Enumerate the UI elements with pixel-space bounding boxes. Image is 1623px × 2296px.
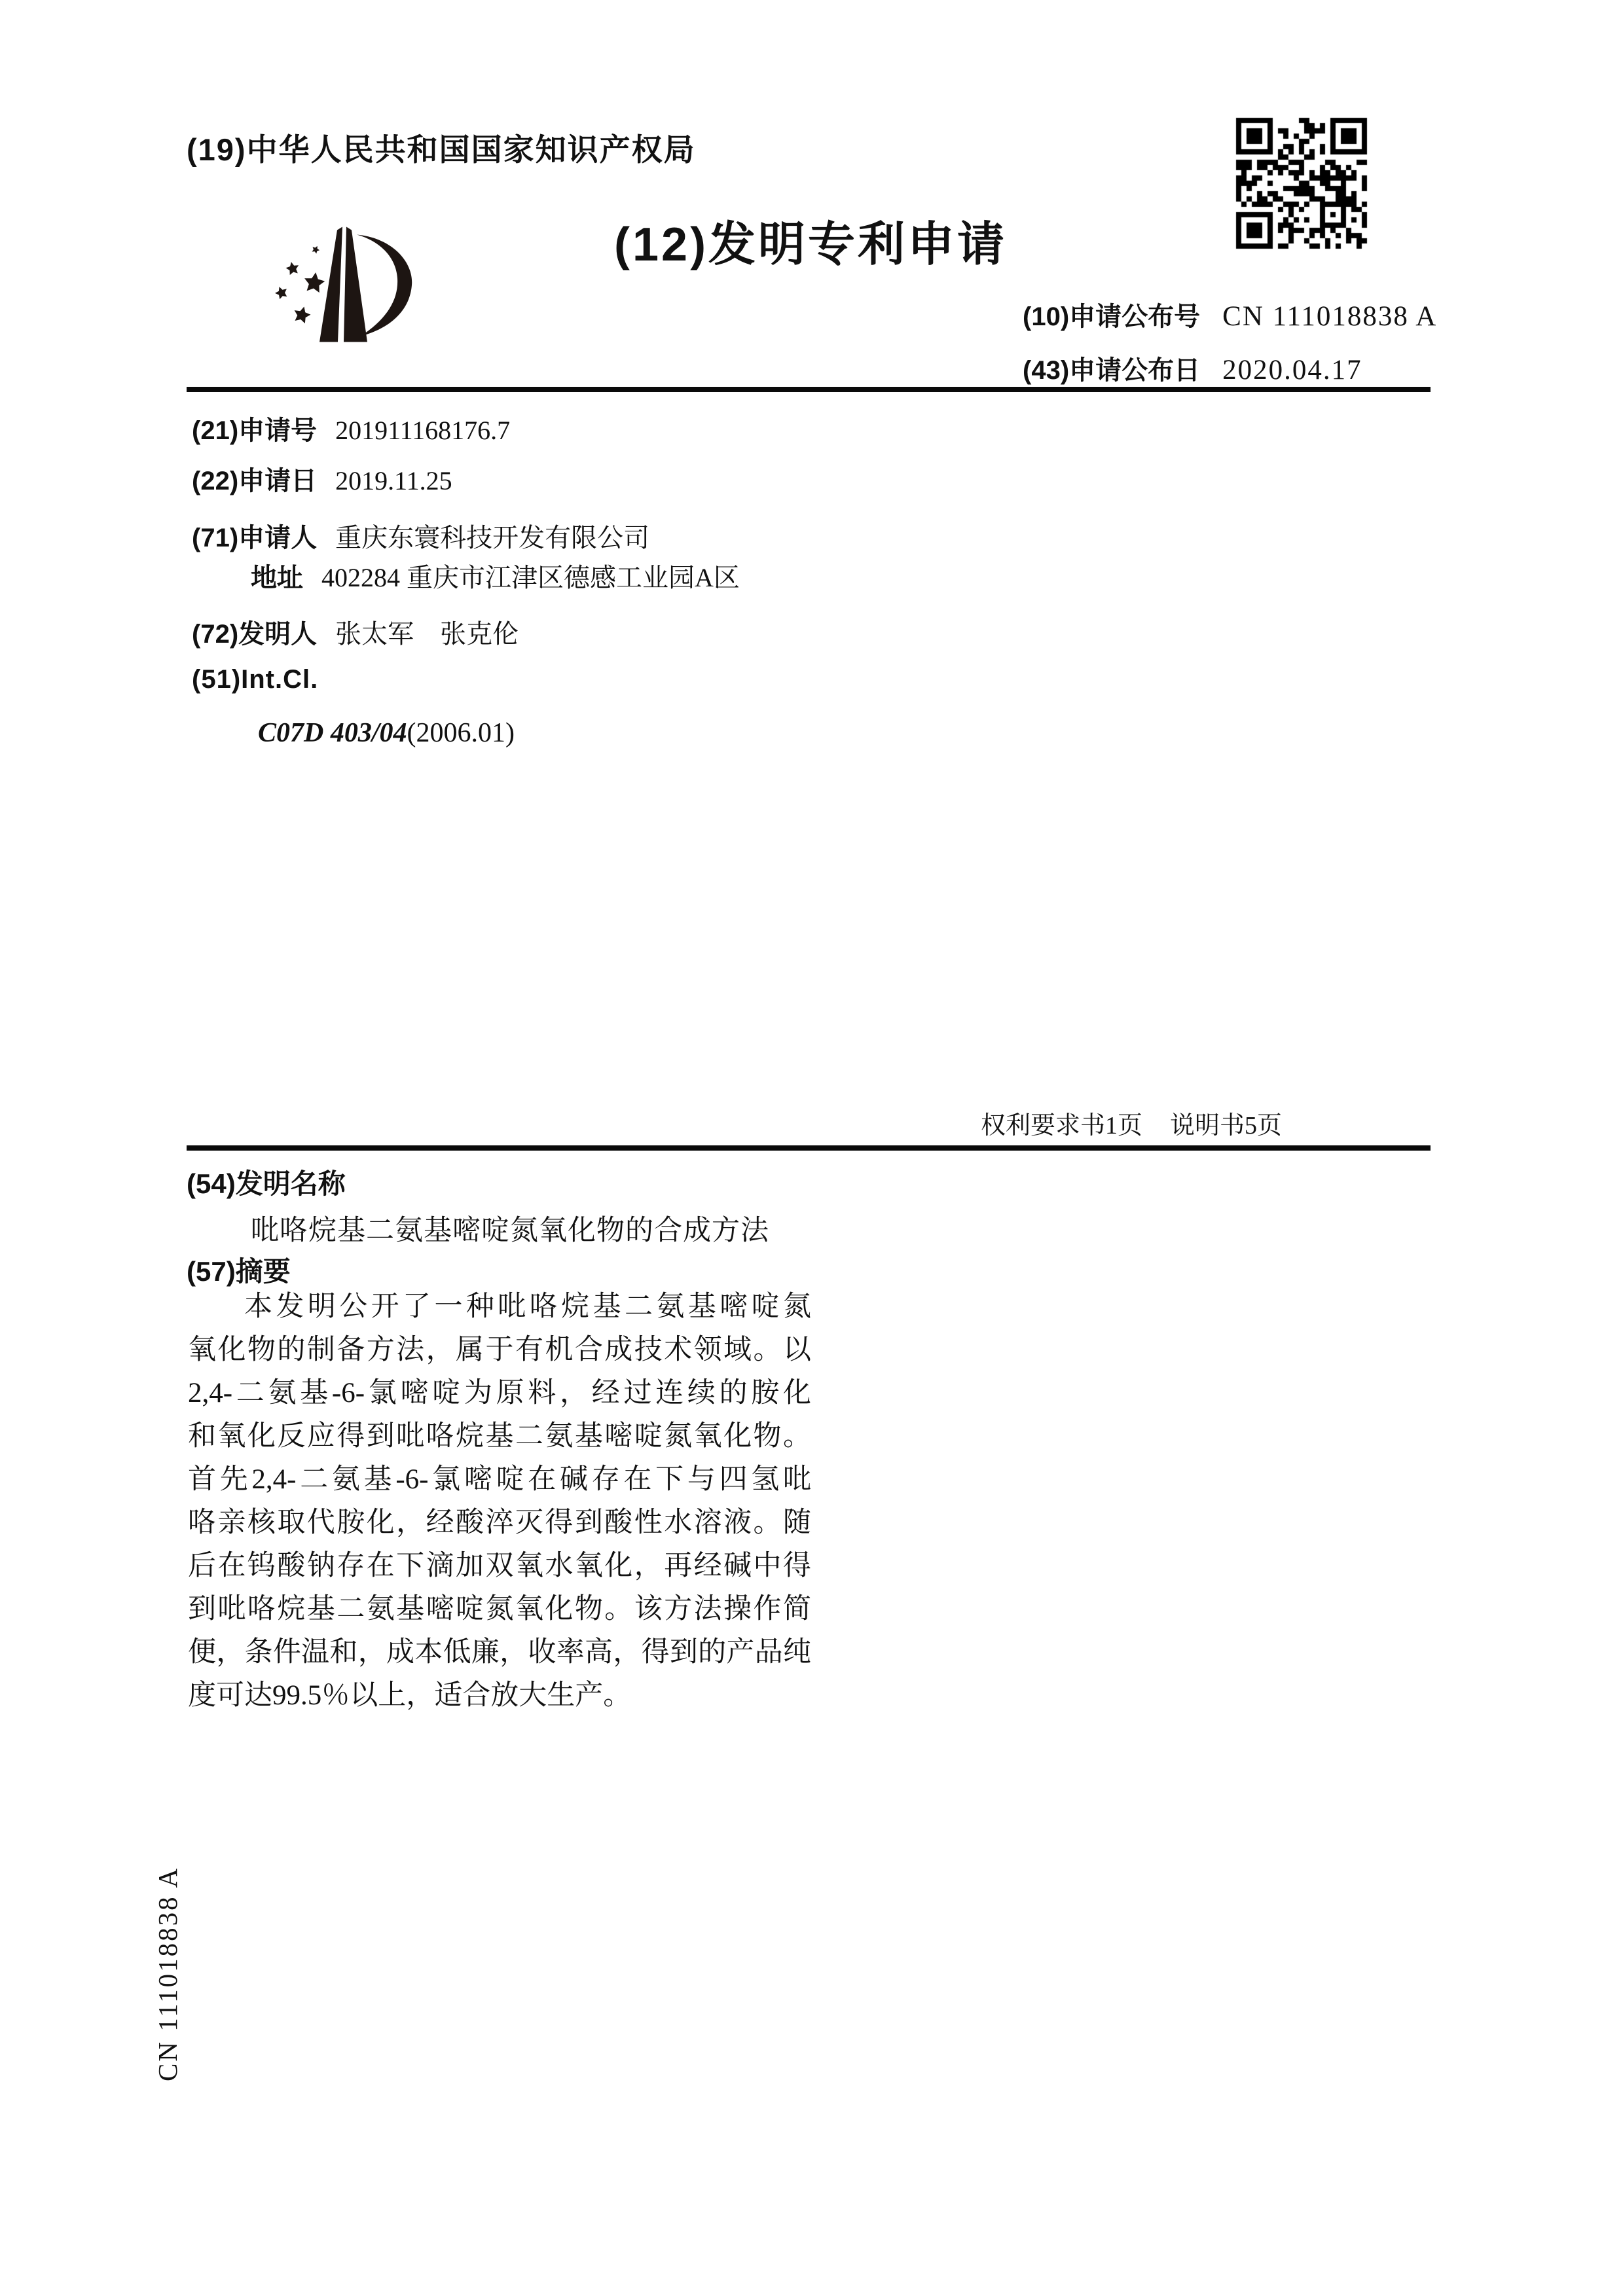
app-date-value: 2019.11.25 [335, 466, 452, 495]
divider-bottom [187, 1145, 1431, 1151]
abstract-line: 便，条件温和，成本低廉，收率高，得到的产品纯 [188, 1637, 811, 1668]
application-date-row [192, 460, 452, 497]
abstract-line: 首先2,4-二氨基-6-氯嘧啶在碱存在下与四氢吡 [188, 1464, 811, 1495]
pages-note [981, 1105, 1282, 1141]
divider-top [187, 387, 1431, 392]
logo-crescent [357, 235, 412, 336]
app-no-label: (21)申请号 [192, 416, 318, 445]
doc-type-title: (12)发明专利申请 [614, 219, 1008, 271]
applicant-row [192, 517, 649, 554]
address-row [251, 557, 740, 594]
inventors-label: (72)发明人 [192, 620, 318, 649]
description-pages: 说明书5页 [1170, 1112, 1283, 1139]
application-number-row [192, 410, 510, 447]
publication-number-row [1023, 296, 1437, 350]
abstract-line: 后在钨酸钠存在下滴加双氧水氧化，再经碱中得 [188, 1551, 811, 1581]
logo-stars [274, 244, 326, 324]
intcl-label: (51)Int.Cl. [192, 665, 319, 694]
invention-name-label: (54)发明名称 [187, 1168, 346, 1199]
cnipa-logo-icon [259, 196, 422, 346]
pub-date-value: 2020.04.17 [1222, 355, 1362, 386]
abstract-label: (57)摘要 [187, 1256, 291, 1287]
logo-left-bar [319, 227, 342, 342]
qr-code [1230, 111, 1374, 255]
intcl-class-row [258, 717, 515, 749]
invention-title: 吡咯烷基二氨基嘧啶氮氧化物的合成方法 [251, 1215, 769, 1246]
abstract-line: 咯亲核取代胺化，经酸淬灭得到酸性水溶液。随 [188, 1507, 811, 1538]
intcl-row [192, 665, 318, 694]
publication-date-row [1023, 350, 1437, 403]
claims-pages: 权利要求书1页 [981, 1112, 1143, 1139]
address-label: 地址 [251, 564, 303, 592]
abstract-line: 氧化物的制备方法，属于有机合成技术领域。以 [188, 1335, 811, 1365]
abstract-line: 度可达99.5％以上，适合放大生产。 [188, 1680, 632, 1711]
address-value: 402284 重庆市江津区德感工业园A区 [321, 563, 740, 592]
abstract-line: 本发明公开了一种吡咯烷基二氨基嘧啶氮 [244, 1291, 811, 1322]
abstract-line: 到吡咯烷基二氨基嘧啶氮氧化物。该方法操作简 [188, 1594, 811, 1624]
app-date-label: (22)申请日 [192, 467, 318, 495]
office-header: (19)中华人民共和国国家知识产权局 [187, 132, 696, 167]
logo-right-bar [344, 227, 367, 342]
intcl-class-code: C07D 403/04 [258, 718, 407, 748]
applicant-value: 重庆东寰科技开发有限公司 [335, 523, 650, 552]
abstract-line: 2,4-二氨基-6-氯嘧啶为原料，经过连续的胺化 [188, 1378, 811, 1408]
pub-date-label: (43)申请公布日 [1023, 356, 1201, 385]
abstract-line: 和氧化反应得到吡咯烷基二氨基嘧啶氮氧化物。 [188, 1421, 811, 1452]
applicant-label: (71)申请人 [192, 524, 318, 552]
intcl-version: (2006.01) [407, 718, 515, 748]
pub-no-label: (10)申请公布号 [1023, 302, 1201, 331]
side-publication-number: CN 111018838 A [153, 1866, 183, 2081]
abstract-text [188, 1285, 811, 1717]
app-no-value: 201911168176.7 [335, 416, 511, 445]
inventors-value: 张太军 张克伦 [335, 619, 519, 649]
inventors-row [192, 613, 519, 651]
pub-no-value: CN 111018838 A [1222, 301, 1438, 332]
